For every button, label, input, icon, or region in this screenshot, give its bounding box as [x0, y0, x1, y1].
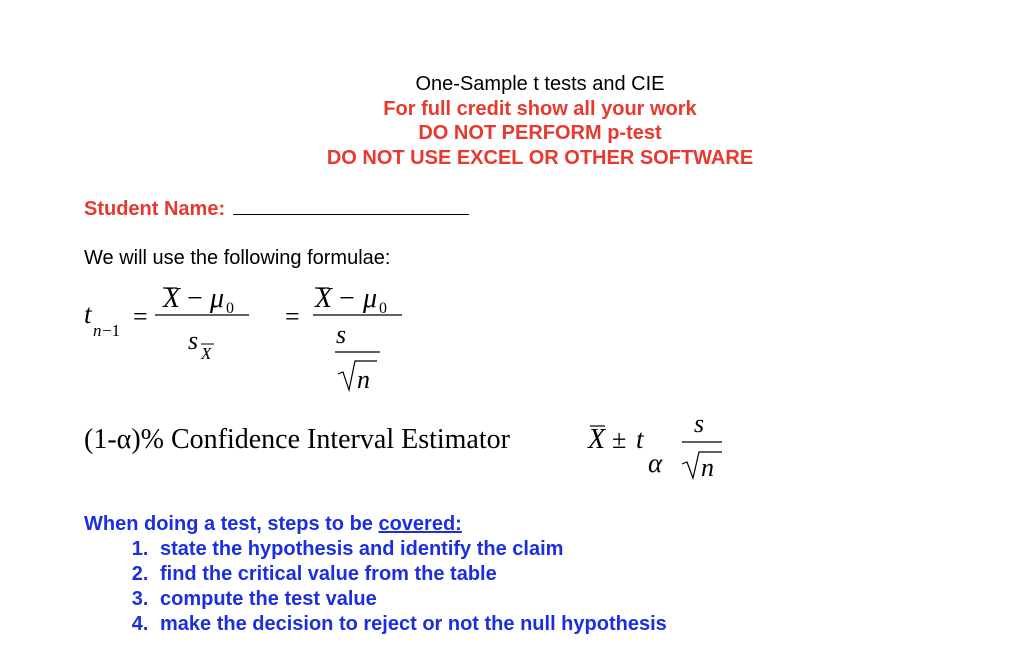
ci-label: (1-α)% Confidence Interval Estimator	[84, 424, 510, 455]
test-steps	[84, 512, 667, 637]
svg-text:=: =	[133, 302, 148, 331]
confidence-interval-formula	[84, 409, 722, 482]
svg-text:s: s	[336, 320, 347, 349]
step-item: 2. find the critical value from the table	[154, 562, 667, 587]
t-statistic-formula	[84, 283, 402, 394]
instruction-line-3: DO NOT USE EXCEL OR OTHER SOFTWARE	[326, 146, 754, 169]
steps-heading-underlined: covered:	[378, 513, 462, 535]
svg-text:X: X	[588, 424, 606, 455]
step-item: 3. compute the test value	[154, 587, 667, 612]
svg-text:−: −	[187, 283, 203, 314]
svg-text:s: s	[694, 409, 705, 438]
svg-text:0: 0	[226, 300, 234, 317]
svg-text:X: X	[201, 344, 212, 363]
svg-text:X: X	[315, 283, 333, 314]
svg-text:−1: −1	[102, 321, 121, 340]
svg-text:n: n	[701, 453, 714, 482]
steps-list	[84, 537, 667, 637]
svg-text:μ: μ	[210, 283, 225, 314]
formulae-intro: We will use the following formulae:	[84, 247, 391, 269]
step-item: 4. make the decision to reject or not the null hypothesis	[154, 612, 667, 637]
step-item: 1. state the hypothesis and identify the claim	[154, 537, 667, 562]
svg-text:μ: μ	[363, 283, 378, 314]
svg-text:0: 0	[379, 300, 387, 317]
svg-text:−: −	[339, 283, 355, 314]
svg-text:α: α	[648, 448, 663, 478]
instruction-line-1: For full credit show all your work	[383, 97, 697, 120]
svg-text:s: s	[188, 326, 199, 355]
svg-text:±: ±	[612, 425, 627, 454]
steps-heading	[84, 512, 667, 536]
svg-text:n: n	[357, 365, 370, 394]
document-title: One-Sample t tests and CIE	[415, 73, 665, 95]
instruction-line-2: DO NOT PERFORM p-test	[418, 122, 662, 144]
svg-text:t: t	[84, 299, 92, 329]
svg-text:=: =	[285, 302, 300, 331]
svg-text:X: X	[163, 283, 181, 314]
student-name-label: Student Name:	[84, 198, 226, 220]
svg-text:t: t	[636, 424, 644, 454]
svg-text:n: n	[93, 321, 102, 340]
steps-heading-text: When doing a test, steps to be	[84, 513, 379, 535]
